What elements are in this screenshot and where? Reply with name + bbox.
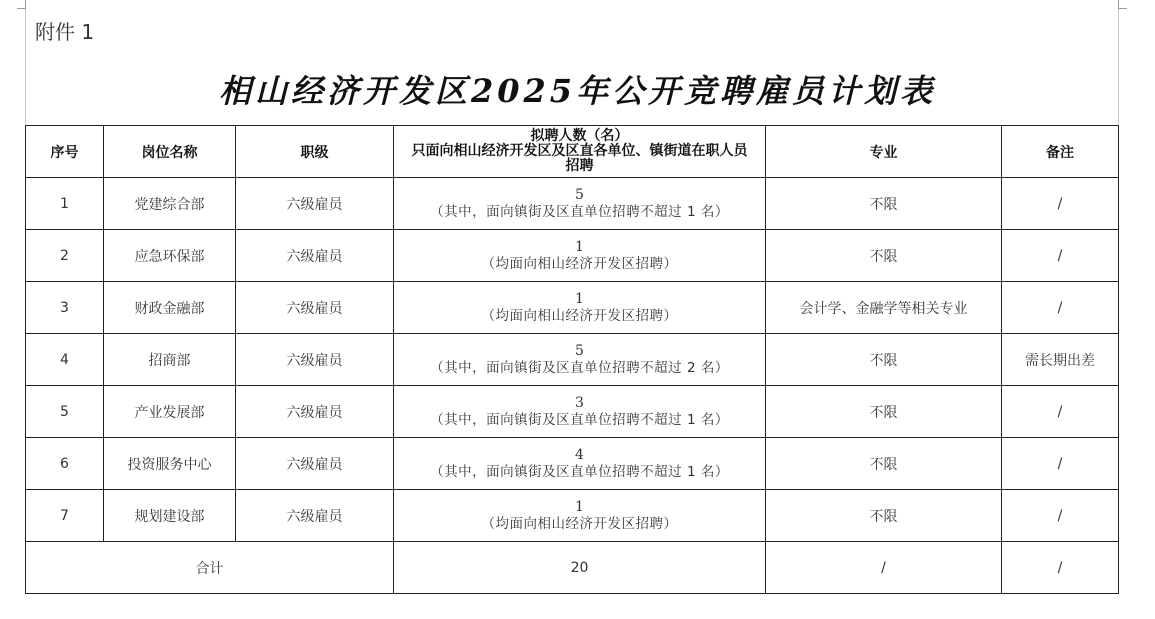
- header-position: 岗位名称: [104, 126, 236, 178]
- document-title: 相山经济开发区2025年公开竞聘雇员计划表: [218, 72, 937, 110]
- header-quota: [394, 126, 766, 178]
- cell-count: [394, 438, 766, 490]
- count-value: 4: [575, 446, 584, 463]
- count-value: 1: [575, 238, 584, 255]
- header-quota-line3: 招聘: [565, 158, 594, 174]
- total-count: 20: [394, 542, 766, 594]
- cell-seq: 6: [26, 438, 104, 490]
- table-row: [26, 178, 1119, 230]
- cell-seq: 4: [26, 334, 104, 386]
- header-remark: 备注: [1002, 126, 1119, 178]
- cell-seq: 5: [26, 386, 104, 438]
- table-row: [26, 386, 1119, 438]
- cell-rank: 六级雇员: [236, 490, 394, 542]
- total-remark: /: [1002, 542, 1119, 594]
- total-major: /: [766, 542, 1002, 594]
- cell-position: 应急环保部: [104, 230, 236, 282]
- cell-rank: 六级雇员: [236, 334, 394, 386]
- header-seq: 序号: [26, 126, 104, 178]
- count-note: （其中，面向镇街及区直单位招聘不超过 1 名）: [430, 411, 729, 428]
- cell-remark: /: [1002, 386, 1119, 438]
- cell-seq: 1: [26, 178, 104, 230]
- count-value: 5: [575, 186, 584, 203]
- cell-remark: /: [1002, 490, 1119, 542]
- table-total-row: [26, 542, 1119, 594]
- cell-position: 投资服务中心: [104, 438, 236, 490]
- table-row: [26, 490, 1119, 542]
- cell-seq: 3: [26, 282, 104, 334]
- cell-remark: /: [1002, 282, 1119, 334]
- cell-count: [394, 282, 766, 334]
- cell-major: 不限: [766, 438, 1002, 490]
- cell-remark: /: [1002, 230, 1119, 282]
- table-row: [26, 334, 1119, 386]
- corner-mark-top-right: [1118, 0, 1127, 9]
- cell-seq: 7: [26, 490, 104, 542]
- annex-label: 附件 1: [35, 20, 95, 44]
- cell-remark: /: [1002, 438, 1119, 490]
- header-rank: 职级: [236, 126, 394, 178]
- cell-position: 招商部: [104, 334, 236, 386]
- cell-rank: 六级雇员: [236, 438, 394, 490]
- header-major: 专业: [766, 126, 1002, 178]
- cell-major: 不限: [766, 178, 1002, 230]
- table-header-row: [26, 126, 1119, 178]
- cell-position: 财政金融部: [104, 282, 236, 334]
- cell-remark: /: [1002, 178, 1119, 230]
- cell-count: [394, 490, 766, 542]
- cell-major: 不限: [766, 386, 1002, 438]
- count-note: （其中，面向镇街及区直单位招聘不超过 1 名）: [430, 203, 729, 220]
- cell-seq: 2: [26, 230, 104, 282]
- cell-rank: 六级雇员: [236, 230, 394, 282]
- cell-remark: 需长期出差: [1002, 334, 1119, 386]
- cell-major: 会计学、金融学等相关专业: [766, 282, 1002, 334]
- cell-position: 党建综合部: [104, 178, 236, 230]
- count-note: （均面向相山经济开发区招聘）: [481, 515, 678, 532]
- count-note: （均面向相山经济开发区招聘）: [481, 307, 678, 324]
- cell-count: [394, 386, 766, 438]
- cell-major: 不限: [766, 230, 1002, 282]
- header-quota-line1: 拟聘人数（名）: [530, 128, 629, 144]
- cell-count: [394, 230, 766, 282]
- count-value: 5: [575, 342, 584, 359]
- header-quota-line2: 只面向相山经济开发区及区直各单位、镇街道在职人员: [411, 143, 748, 159]
- count-value: 1: [575, 290, 584, 307]
- total-label: 合计: [26, 542, 394, 594]
- cell-position: 产业发展部: [104, 386, 236, 438]
- cell-rank: 六级雇员: [236, 178, 394, 230]
- recruitment-plan-table: [25, 125, 1119, 594]
- table-row: [26, 230, 1119, 282]
- cell-rank: 六级雇员: [236, 386, 394, 438]
- cell-position: 规划建设部: [104, 490, 236, 542]
- count-note: （其中，面向镇街及区直单位招聘不超过 2 名）: [430, 359, 729, 376]
- cell-rank: 六级雇员: [236, 282, 394, 334]
- cell-major: 不限: [766, 334, 1002, 386]
- count-note: （其中，面向镇街及区直单位招聘不超过 1 名）: [430, 463, 729, 480]
- count-note: （均面向相山经济开发区招聘）: [481, 255, 678, 272]
- corner-mark-top-left: [17, 0, 26, 9]
- table-row: [26, 282, 1119, 334]
- count-value: 3: [575, 394, 584, 411]
- table-row: [26, 438, 1119, 490]
- cell-major: 不限: [766, 490, 1002, 542]
- cell-count: [394, 178, 766, 230]
- cell-count: [394, 334, 766, 386]
- count-value: 1: [575, 498, 584, 515]
